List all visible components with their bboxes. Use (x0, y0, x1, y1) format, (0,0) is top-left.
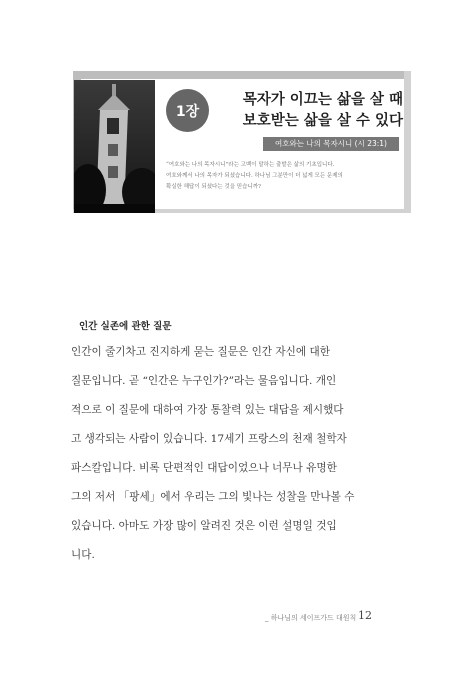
chapter-title-line-2: 보호받는 삶을 살 수 있다 (242, 113, 403, 129)
section-heading: 인간 실존에 관한 질문 (79, 321, 172, 332)
body-line: 인간이 줄기차고 진지하게 묻는 질문은 인간 자신에 대한 (71, 346, 330, 358)
body-paragraph (71, 338, 393, 570)
page-number: 12 (358, 609, 372, 622)
verse-reference: 여호와는 나의 목자시니 (시 23:1) (263, 137, 399, 151)
chapter-badge: 1장 (166, 89, 209, 132)
chapter-intro (166, 160, 404, 193)
body-line: 그의 저서 「팡세」에서 우리는 그의 빛나는 성찰을 만나볼 수 (71, 491, 355, 503)
body-line: 적으로 이 질문에 대하여 가장 통찰력 있는 대답을 제시했다 (71, 404, 344, 416)
chapter-title (213, 90, 403, 132)
body-line: 파스칼입니다. 비록 단편적인 대답이었으나 너무나 유명한 (71, 462, 337, 474)
intro-line: “여호와는 나의 목자시니”라는 고백이 말하는 출발은 삶의 기초입니다. (166, 162, 335, 168)
chapter-title-line-1: 목자가 이끄는 삶을 살 때 (242, 92, 403, 108)
intro-line: 확실한 해답이 되셨다는 것을 믿습니까? (166, 184, 261, 190)
body-line: 고 생각되는 사람이 있습니다. 17세기 프랑스의 천재 철학자 (71, 433, 347, 445)
header-frame-right (404, 71, 411, 213)
body-line: 질문입니다. 곧 “인간은 누구인가?”라는 물음입니다. 개인 (71, 375, 337, 387)
body-line: 있습니다. 아마도 가장 많이 알려진 것은 이런 설명일 것입 (71, 520, 337, 532)
header-frame-top (73, 71, 411, 79)
intro-line: 여호와께서 나의 목자가 되셨습니다. 하나님 그분만이 더 넓게 모든 문제의 (166, 173, 343, 179)
tower-photo (74, 80, 155, 213)
running-footer: _ 하나님의 세이프가드 대원칙 (265, 614, 357, 622)
body-line: 니다. (71, 549, 95, 561)
